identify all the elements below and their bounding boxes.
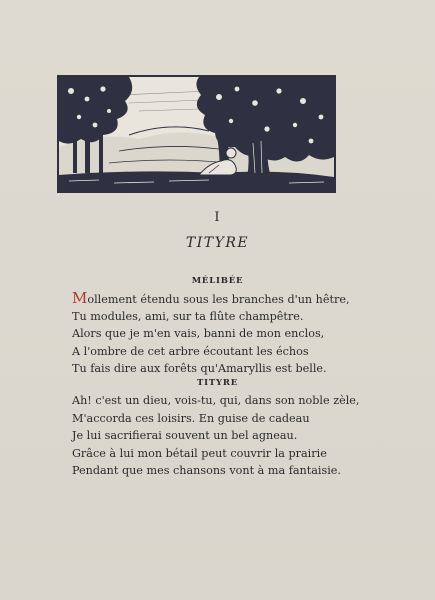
stanza-2 <box>72 392 402 480</box>
woodcut-landscape-image <box>59 77 334 191</box>
drop-cap: M <box>72 289 88 307</box>
verse-line: Pendant que mes chansons vont à ma fantaisie. <box>72 464 341 478</box>
section-number: I <box>214 210 221 225</box>
verse-line: Alors que je m'en vais, banni de mon enclos, <box>72 327 325 341</box>
verse-line: A l'ombre de cet arbre écoutant les échos <box>72 344 309 358</box>
verse-line: Ah! c'est un dieu, vois-tu, qui, dans son noble zèle, <box>72 394 360 407</box>
woodcut-illustration <box>57 75 336 193</box>
verse-line: Tu modules, ami, sur ta flûte champêtre. <box>72 309 304 323</box>
speaker-melibee: MÉLIBÉE <box>191 276 244 286</box>
verse-line: Je lui sacrifierai souvent un bel agneau. <box>72 429 298 443</box>
verse-line: Grâce à lui mon bétail peut couvrir la prairie <box>72 446 327 460</box>
speaker-tityre: TITYRE <box>196 378 239 388</box>
verse-line: Tu fais dire aux forêts qu'Amaryllis est belle. <box>72 362 327 376</box>
verse-line: Mollement étendu sous les branches d'un hêtre, <box>72 289 350 307</box>
stanza-1 <box>72 290 402 378</box>
verse-line: M'accorda ces loisirs. En guise de cadeau <box>72 411 310 425</box>
poem-title: TITYRE <box>185 235 250 251</box>
